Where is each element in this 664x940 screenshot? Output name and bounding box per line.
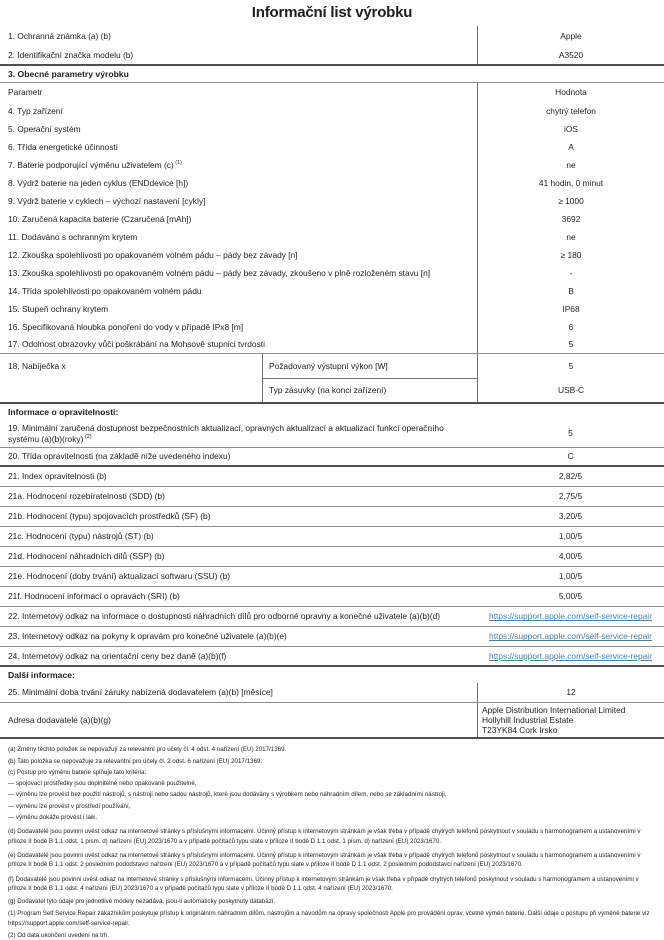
table-row [0,467,664,487]
row-value: Hodnota [477,83,664,102]
row-label: 10. Zaručená kapacita baterie (Czaručená [mAh]) [8,213,192,224]
row-label: 14. Třída spolehlivosti po opakovaném volném pádu [8,285,202,296]
footnote: — výměnu dokáže provést i laik. [8,814,98,822]
footnote: (g) Dodavatel tyto údaje pro jednotlivé modely nezadává, jsou-li automaticky poskytnuty databází. [8,898,276,906]
row-value: 4,00/5 [558,551,583,562]
table-row [0,300,664,318]
row-value: 12 [477,683,664,702]
row-link[interactable]: https://support.apple.com/self-service-repair [489,631,652,642]
product-fiche-table [0,26,664,739]
table-row [0,647,664,667]
row-value: ≥ 1000 [477,192,664,210]
footnote: (d) Dodavatelé jsou povinni uvést odkaz na internetové stránky s příslušnými informacemi. Účinný přístup k internetovým stránkám je však třeba v případě chytrých telefonů poskytnout v souladu s harmonogramem a ustanoveními v příloze II bodě B 1.1 odst. 1 písm. d) nařízení (EU) 2023/1670 a v případě počítačů typu slate v příloze II bodě D 1.1 odst. 1 písm. d) nařízení (EU) 2023/1670. [8,828,641,845]
row-value: 5,00/5 [558,591,583,602]
row-value: IP68 [477,300,664,318]
row-label: 21. Index opravitelnosti (b) [8,471,107,482]
row-value: 41 hodin, 0 minut [477,174,664,192]
row-link[interactable]: https://support.apple.com/self-service-repair [489,611,652,622]
row-value [477,703,664,737]
row-label: 21f. Hodnocení informací o opravách (SRI) (b) [8,591,180,602]
table-row [0,448,664,467]
row-label: 24. Internetový odkaz na orientační ceny bez daně (a)(b)(f) [8,650,227,661]
superscript-note: (2) [83,433,92,440]
table-row [0,174,664,192]
row-label: Adresa dodavatele (a)(b)(g) [8,715,111,726]
table-row [0,527,664,547]
footnote: (1) Program Self Service Repair zákazníkům poskytuje přístup k originálním náhradním dílům, nástrojům a návodům na opravy společnosti Apple pro provádění oprav, včetně výměn baterie. Další údaje o postupu při výměně baterie viz https://support.apple.com/self-service-repair. [8,910,650,927]
row-label: 22. Internetový odkaz na informace o dostupnosti náhradních dílů pro odborné opravny a konečné uživatele (a)(b)(d) [8,611,441,622]
row-value [477,627,664,646]
footnote: (2) Od data ukončení uvedení na trh. [8,931,110,939]
table-row [0,156,664,174]
row-label: 21c. Hodnocení (typu) nástrojů (ST) (b) [8,531,154,542]
row-value [477,647,664,665]
row-value: ≥ 180 [477,246,664,264]
row-value: 6 [477,318,664,336]
row-link[interactable]: https://support.apple.com/self-service-repair [489,650,652,661]
row-value: A [477,138,664,156]
supplier-address-line: Apple Distribution International Limited [482,705,626,715]
row-label: 13. Zkouška spolehlivosti po opakovaném volném pádu – pády bez závady, zkoušeno v plně rozloženém stavu [n] [8,267,431,278]
row-label: 4. Typ zařízení [8,105,63,116]
row-label: 2. Identifikační značka modelu (b) [8,49,134,60]
table-row [0,336,664,354]
table-row [0,102,664,120]
row-label: Parametr [8,87,43,98]
footnote: (e) Dodavatelé jsou povinni uvést odkaz na internetové stránky s příslušnými informacemi. Účinný přístup k internetovým stránkám je však třeba v případě chytrých telefonů poskytnout v souladu s harmonogramem a ustanoveními v příloze II bodě B 1.1 odst. 2 posledním pododstavci nařízení (EU) 2023/1670 a v případě počítačů typu slate v příloze II bodě D 1.1 odst. 2 posledním pododstavci nařízení (EU) 2023/1670. [8,851,641,869]
table-row [0,507,664,527]
charger-sub-label: Typ zásuvky (na konci zařízení) [269,385,387,396]
supplier-address-line: T23YK84 Cork Irsko [482,725,558,736]
row-label: 21e. Hodnocení (doby trvání) aktualizací softwaru (SSU) (b) [8,571,231,582]
row-value: Apple [477,26,664,46]
row-label: 21a. Hodnocení rozebíratelnosti (SDD) (b) [8,491,165,502]
table-row [0,487,664,507]
row-label: 17. Odolnost obrazovky vůči poškrábání na Mohsově stupnici tvrdosti [8,339,265,350]
table-row [0,264,664,282]
row-value: 2,75/5 [558,491,583,502]
row-value: - [477,264,664,282]
row-label: 20. Třída opravitelnosti (na základě níže uvedeného indexu) [8,451,231,462]
row-value: 1,00/5 [558,531,583,542]
row-value: 1,00/5 [558,571,583,582]
row-label: 19. Minimální zaručená dostupnost bezpečnostních aktualizací, opravných aktualizací a aktualizací funkcí operačního systému (a)(b)(roky) $^{(2)}$ [8,423,444,444]
section-label: Další informace: [8,669,75,680]
table-row [0,567,664,587]
table-row [0,607,664,627]
table-row [0,26,664,46]
row-label: 5. Operační systém [8,123,81,134]
row-value: C [567,451,574,462]
charger-sub-value: 5 [568,360,574,371]
row-label: 21d. Hodnocení náhradních dílů (SSP) (b) [8,551,165,562]
row-value: 3692 [477,210,664,228]
row-value: ne [477,156,664,174]
section-header [0,66,664,83]
row-label: 21b. Hodnocení (typu) spojovacích prostředků (SF) (b) [8,511,211,522]
row-label: 18. Nabíječka x [8,361,66,371]
table-row [0,46,664,66]
footnote: (a) Změny těchto položek se nepovažují za relevantní pro účely čl. 4 odst. 4 nařízení (EU) 2017/1369. [8,746,287,754]
table-row [0,228,664,246]
charger-sub-label: Požadovaný výstupní výkon [W] [263,354,477,379]
row-value: 5 [477,336,664,353]
supplier-address-line: Hollyhill Industrial Estate [482,715,574,726]
footnote: — výměnu lze provést bez použití nástrojů, s nástroji nebo sadou nástrojů, které jsou dodávány s výrobkem nebo náhradním dílem, nebo se základními nástroji, [8,791,447,799]
table-row [0,83,664,102]
table-row [0,318,664,336]
row-value: ne [477,228,664,246]
table-row [0,420,664,448]
section-header [0,667,664,683]
footnote: (b) Tato položka se nepovažuje za relevantní pro účely čl. 2 odst. 6 nařízení (EU) 2017/1369. [8,757,263,765]
table-row [0,120,664,138]
footnote: (c) Postup pro výměnu baterie splňuje tato kritéria: [8,768,147,776]
row-value: 5 [568,428,573,439]
table-row [0,703,664,739]
row-label: 1. Ochranná známka (a) (b) [8,30,111,41]
row-value: A3520 [477,46,664,64]
row-label: 25. Minimální doba trvání záruky nabízená dodavatelem (a)(b) [měsíce] [8,687,273,698]
row-value: 2,82/5 [558,471,583,482]
table-row [0,547,664,567]
row-label: 7. Baterie podporující výměnu uživatelem (c) $^{(1)}$ [8,159,182,170]
row-label: 9. Výdrž baterie v cyklech – výchozí nastavení [cykly] [8,195,206,206]
footnote: (f) Dodavatelé jsou povinni uvést odkaz na internetové stránky s příslušnými informacemi. Účinný přístup k internetovým stránkám je však třeba v případě chytrých telefonů poskytnout v souladu s harmonogramem a ustanoveními v příloze II bodě B 1.1 odst. 4 nařízení (EU) 2023/1670 a v případě počítačů typu slate v příloze II bodě D 1.1 odst. 4 nařízení (EU) 2023/1670. [8,875,639,892]
section-label: 3. Obecné parametry výrobku [8,68,129,79]
superscript-note: (1) [173,160,182,167]
table-row [0,683,664,703]
row-label: 8. Výdrž baterie na jeden cyklus (ENDdevice [h]) [8,177,189,188]
row-label: 11. Dodáváno s ochranným krytem [8,231,138,242]
charger-sub-labels [262,354,477,402]
footnote: — spojovací prostředky jsou doplnitelné nebo opakovaně použitelné, [8,780,197,788]
table-row [0,246,664,264]
table-row [0,587,664,607]
section-label: Informace o opravitelnosti: [8,406,119,417]
row-label: 23. Internetový odkaz na pokyny k opravám pro konečné uživatele (a)(b)(e) [8,631,287,642]
charger-row [0,354,664,404]
row-value: iOS [477,120,664,138]
table-row [0,210,664,228]
charger-sub-values [477,354,664,402]
row-label: 16. Specifikovaná hloubka ponoření do vody v případě IPx8 [m] [8,321,244,332]
table-row [0,627,664,647]
table-row [0,192,664,210]
row-value: 3,20/5 [558,511,583,522]
row-value: chytrý telefon [477,102,664,120]
charger-sub-value: USB-C [557,384,585,395]
footnotes [0,739,664,940]
footnote: — výměnu lze provést v prostředí používání, [8,802,131,810]
table-row [0,138,664,156]
section-header [0,404,664,420]
row-label: 15. Stupeň ochrany krytem [8,303,109,314]
table-row [0,282,664,300]
row-label: 6. Třída energetické účinnosti [8,141,118,152]
page-title: Informační list výrobku [251,4,413,21]
row-value [477,607,664,626]
row-label: 12. Zkouška spolehlivosti po opakovaném volném pádu – pády bez závady [n] [8,249,298,260]
supplier-address [482,705,625,735]
row-value: B [477,282,664,300]
